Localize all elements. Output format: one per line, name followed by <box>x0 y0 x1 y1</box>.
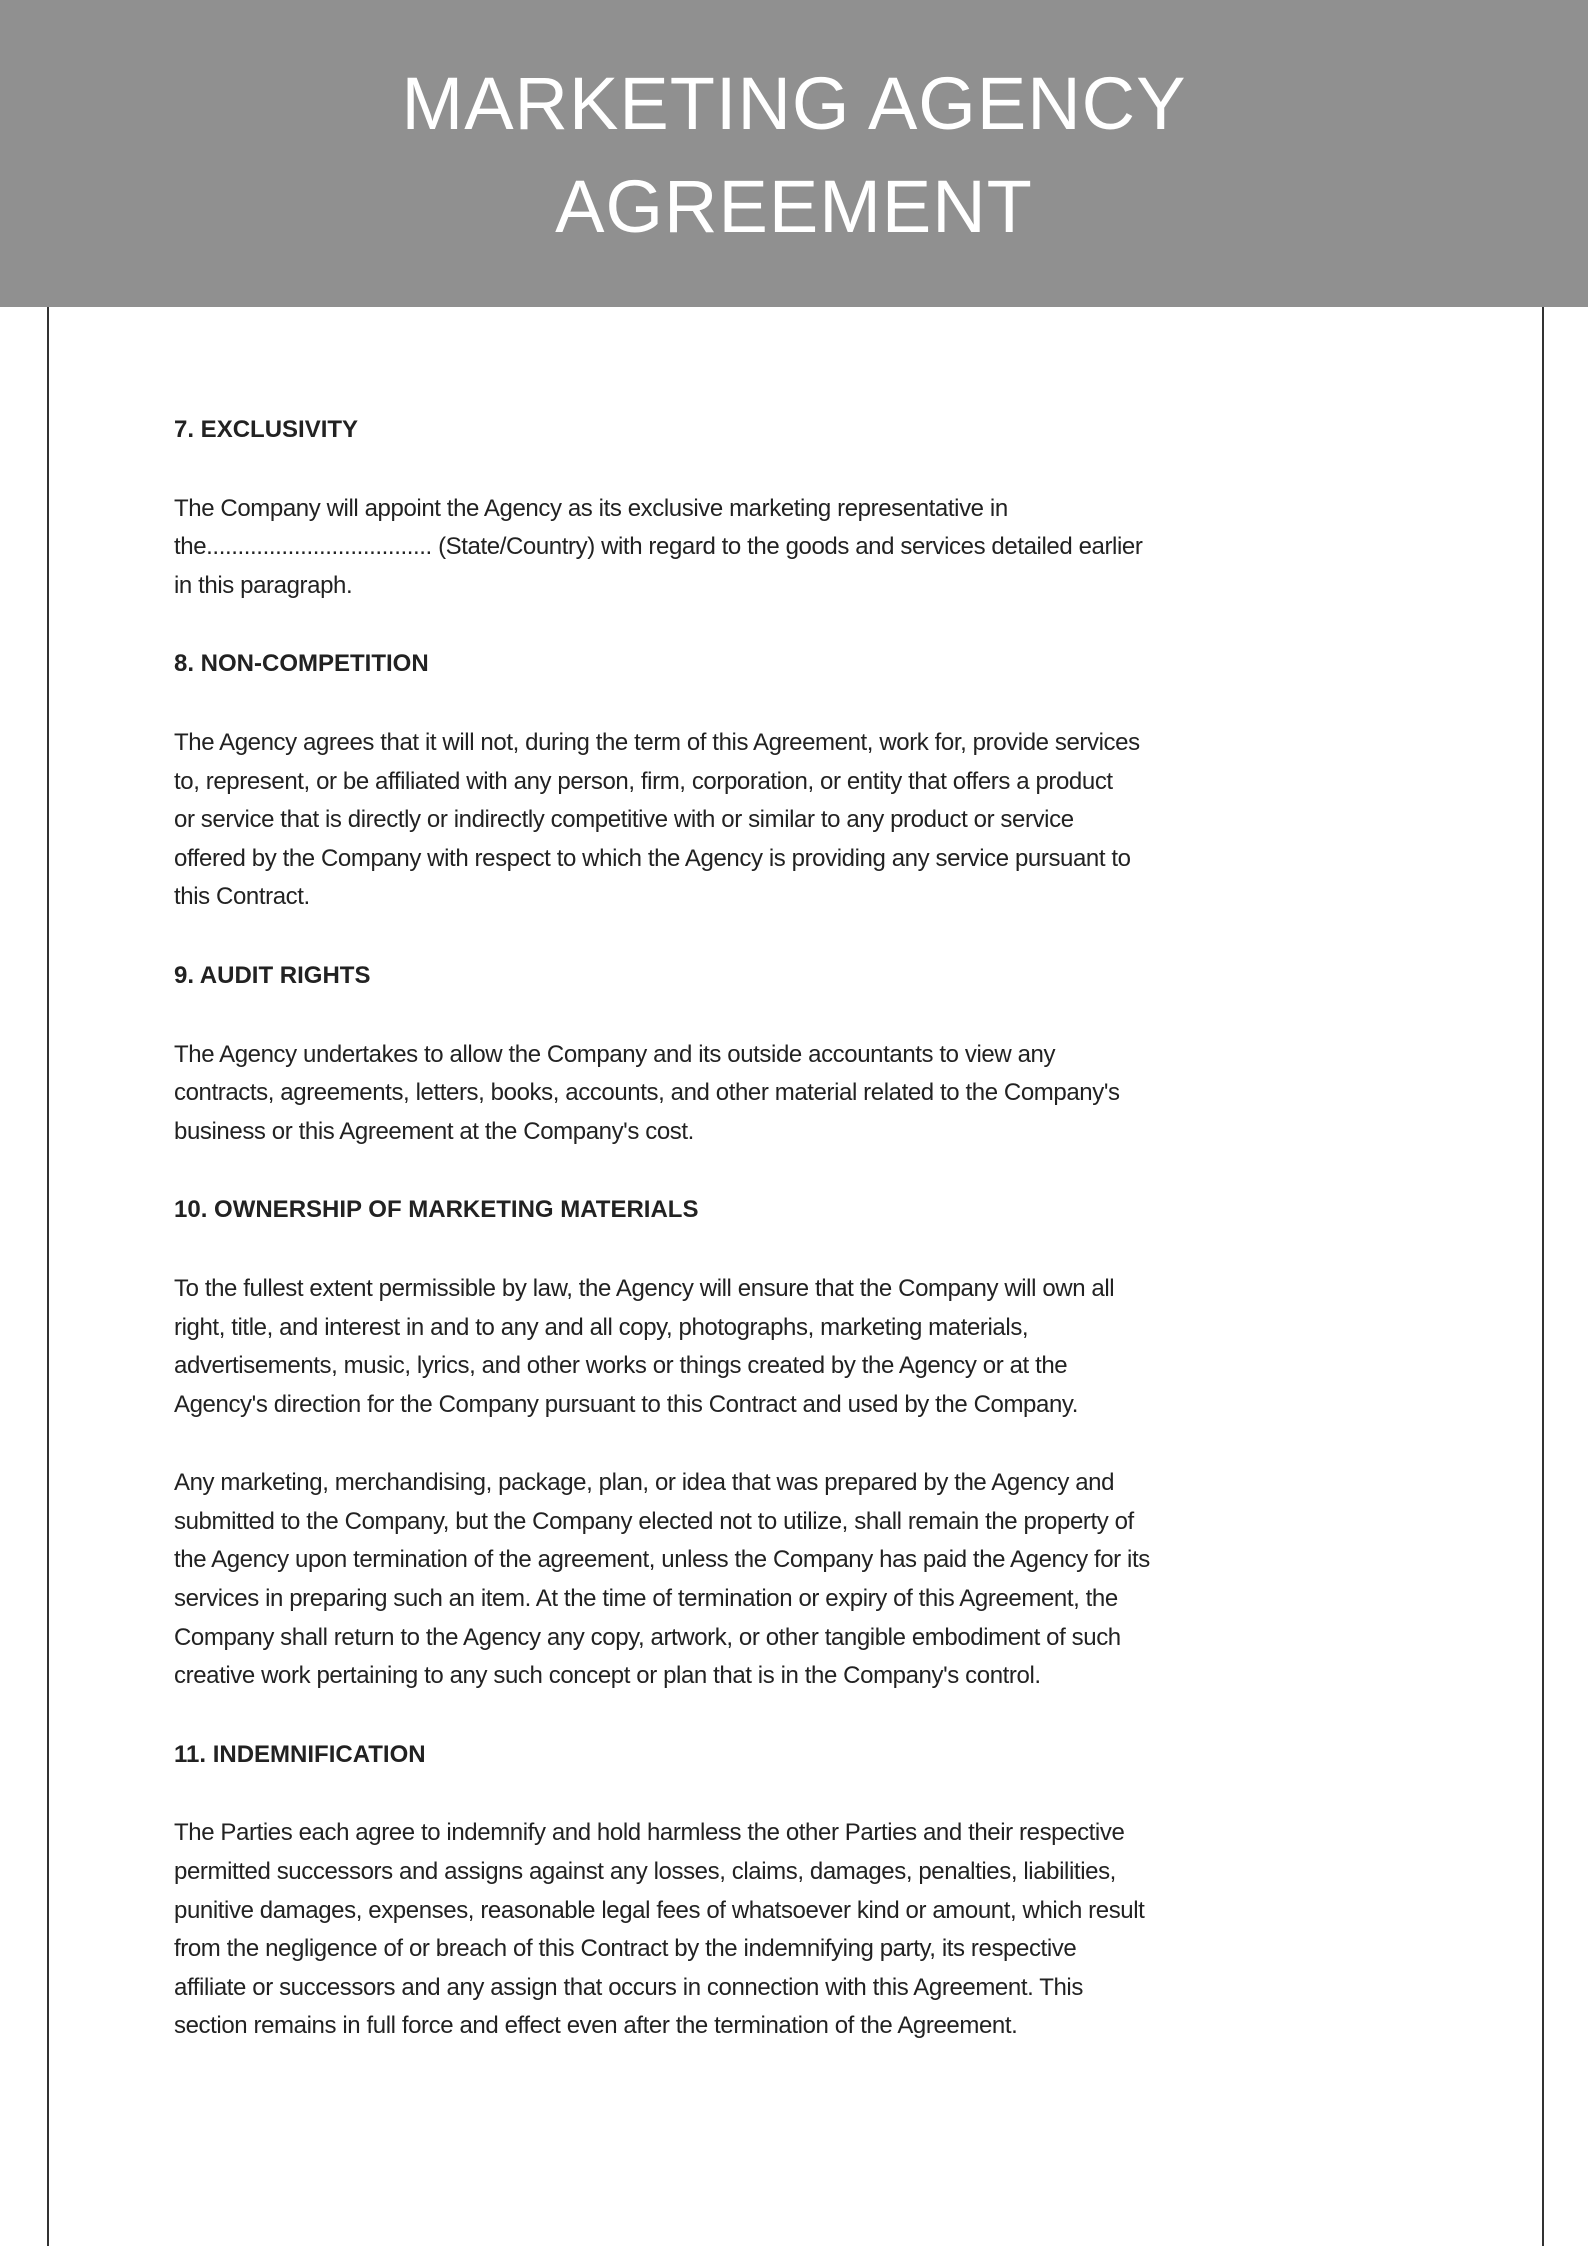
section-heading: 10. OWNERSHIP OF MARKETING MATERIALS <box>174 1196 699 1224</box>
paragraph-line: section remains in full force and effect even after the termination of the Agreement. <box>174 2012 1018 2040</box>
paragraph-line: in this paragraph. <box>174 571 353 599</box>
paragraph-line: creative work pertaining to any such concept or plan that is in the Company's control. <box>174 1662 1041 1690</box>
paragraph <box>174 1814 1474 2046</box>
section-heading: 11. INDEMNIFICATION <box>174 1740 426 1768</box>
paragraph-line: affiliate or successors and any assign that occurs in connection with this Agreement. This <box>174 1973 1083 2001</box>
title-line: AGREEMENT <box>555 165 1033 248</box>
document-title <box>0 52 1588 258</box>
paragraph-line: The Company will appoint the Agency as its exclusive marketing representative in <box>174 494 1008 522</box>
section <box>174 957 1474 1151</box>
section-heading: 7. EXCLUSIVITY <box>174 416 359 443</box>
paragraph <box>174 1270 1474 1424</box>
section <box>174 1191 1474 1696</box>
paragraph-line: The Agency undertakes to allow the Company and its outside accountants to view any <box>174 1040 1056 1068</box>
paragraph <box>174 724 1474 917</box>
paragraph-line: the.................................... (State/Country) with regard to the goods and services detailed earlier <box>174 533 1143 561</box>
section <box>174 411 1474 605</box>
document-body <box>174 411 1474 2086</box>
paragraph-line: this Contract. <box>174 883 310 911</box>
paragraph-line: right, title, and interest in and to any and all copy, photographs, marketing materials, <box>174 1313 1029 1341</box>
section <box>174 1736 1474 2046</box>
page-border-left <box>47 307 49 2246</box>
paragraph-line: business or this Agreement at the Company's cost. <box>174 1117 694 1145</box>
title-line: MARKETING AGENCY <box>401 62 1187 145</box>
paragraph <box>174 1036 1474 1152</box>
section-heading: 9. AUDIT RIGHTS <box>174 961 371 989</box>
paragraph-line: To the fullest extent permissible by law, the Agency will ensure that the Company will own all <box>174 1274 1115 1302</box>
paragraph-line: offered by the Company with respect to which the Agency is providing any service pursuant to <box>174 844 1131 872</box>
paragraph-line: from the negligence of or breach of this Contract by the indemnifying party, its respective <box>174 1935 1077 1963</box>
page-border-right <box>1542 307 1544 2246</box>
paragraph-line: permitted successors and assigns against any losses, claims, damages, penalties, liabilities, <box>174 1858 1116 1886</box>
paragraph-line: Any marketing, merchandising, package, plan, or idea that was prepared by the Agency and <box>174 1469 1115 1497</box>
paragraph-line: Company shall return to the Agency any copy, artwork, or other tangible embodiment of such <box>174 1623 1121 1651</box>
paragraph-line: The Parties each agree to indemnify and hold harmless the other Parties and their respective <box>174 1819 1125 1847</box>
section <box>174 645 1474 917</box>
paragraph-line: or service that is directly or indirectly competitive with or similar to any product or service <box>174 806 1074 834</box>
paragraph-line: The Agency agrees that it will not, during the term of this Agreement, work for, provide services <box>174 728 1140 756</box>
paragraph-line: submitted to the Company, but the Company elected not to utilize, shall remain the property of <box>174 1507 1134 1535</box>
paragraph-line: services in preparing such an item. At the time of termination or expiry of this Agreement, the <box>174 1585 1118 1613</box>
paragraph-line: advertisements, music, lyrics, and other works or things created by the Agency or at the <box>174 1352 1068 1380</box>
paragraph-line: Agency's direction for the Company pursuant to this Contract and used by the Company. <box>174 1390 1078 1418</box>
section-heading: 8. NON-COMPETITION <box>174 650 429 678</box>
paragraph <box>174 1464 1474 1696</box>
paragraph-line: contracts, agreements, letters, books, accounts, and other material related to the Company's <box>174 1079 1120 1107</box>
paragraph <box>174 490 1474 606</box>
title-banner <box>0 0 1588 307</box>
paragraph-line: punitive damages, expenses, reasonable legal fees of whatsoever kind or amount, which result <box>174 1896 1145 1924</box>
paragraph-line: to, represent, or be affiliated with any person, firm, corporation, or entity that offers a product <box>174 767 1113 795</box>
paragraph-line: the Agency upon termination of the agreement, unless the Company has paid the Agency for its <box>174 1546 1150 1574</box>
